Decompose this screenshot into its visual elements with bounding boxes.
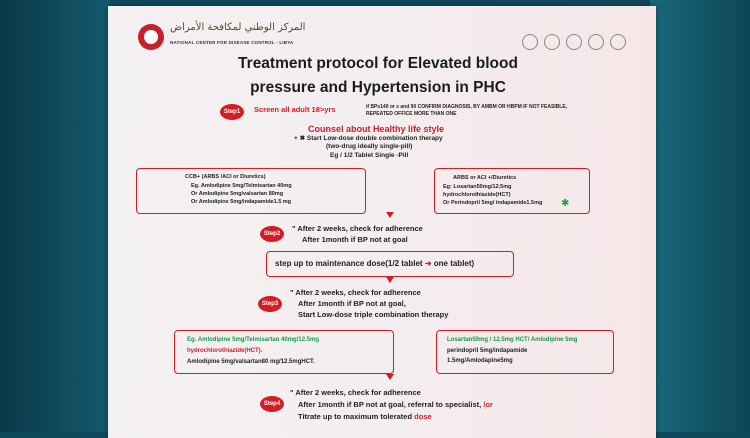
box3-right-line-3: 1.5mg/Amlodapine5mg [447, 358, 513, 364]
box-left-line-4: Or Amlodipine 5mg/indapamide1.5 mg [191, 199, 292, 205]
step2-badge: Step2 [260, 226, 284, 242]
star-icon: ✱ [561, 198, 570, 209]
title-line-1: Treatment protocol for Elevated blood [238, 55, 518, 72]
maintenance-dose-text: step up to maintenance dose(1/2 tablet ➜ one tablet) [275, 259, 475, 268]
counsel-text: Counsel about Healthy life style [308, 124, 445, 134]
step1-screen-text: Screen all adult 18>yrs [254, 105, 336, 114]
arrow-down-icon [386, 277, 394, 283]
start-therapy-line-3: Eg / 1/2 Tablet Single -Pill [330, 152, 409, 159]
box-ccb-combination [136, 168, 366, 214]
step3-line-1: " After 2 weeks, check for adherence [290, 288, 421, 297]
crescent-logo-icon [138, 24, 164, 50]
box-triple-right [436, 330, 614, 374]
box-left-line-2: Eg. Amlodipine 5mg/Telmisartan 40mg [191, 183, 292, 189]
arrow-down-icon [386, 374, 394, 380]
box-right-line-3: hydrochlorothiazide(HCT) [443, 192, 511, 198]
step1-badge: Step1 [220, 104, 244, 120]
protocol-poster [108, 6, 656, 438]
start-therapy-line-2: (two-drug ideally single-pill) [326, 143, 413, 150]
step3-line-3: Start Low-dose triple combination therapy [298, 310, 449, 319]
org-name-english: NATIONAL CENTER FOR DISEASE CONTROL - LIBYA [170, 40, 294, 45]
box3-left-line-3: Amlodipine 5mg/valsartan80 mg/12.5mgHCT. [187, 359, 315, 365]
box-right-line-2: Eg: Losartan50mg/12.5mg [443, 184, 512, 190]
title-line-2: pressure and Hypertension in PHC [250, 79, 506, 96]
partner-logos [522, 34, 626, 50]
poster-title [228, 52, 528, 100]
box-left-line-3: Or Amlodipine 5mg/valsartan 80mg [191, 191, 284, 197]
box-right-line-1: ARBS or ACI +/Diuretics [453, 175, 517, 181]
box-triple-left [174, 330, 394, 374]
partner-logo-icon [544, 34, 560, 50]
step2-line-2: After 1month if BP not at goal [302, 235, 408, 244]
step1-criteria-1: if BP≥140 or ≥ and 90 CONFIRM DIAGNOSIS, BY AMBM OR HBPM IF NOT FEASIBLE, [366, 104, 568, 110]
step4-line-2: After 1month if BP not at goal, referral to specialist, /or [298, 400, 493, 409]
box-left-line-1: CCB+ (ARBS /ACI or Diuretics) [185, 174, 266, 180]
partner-logo-icon [588, 34, 604, 50]
step3-badge: Step3 [258, 296, 282, 312]
background-left [0, 0, 110, 432]
background-right [650, 0, 750, 432]
box3-left-line-1: Eg. Amlodipine 5mg/Telmisartan 40mg/12.5mg [187, 337, 320, 343]
arrow-down-icon [386, 212, 394, 218]
partner-logo-icon [522, 34, 538, 50]
step3-line-2: After 1month if BP not at goal, [298, 299, 406, 308]
box3-right-line-1: Losartan50mg / 12.5mg HCT/ Amlodipine 5mg [447, 337, 578, 343]
start-therapy-line-1: + ✖ Start Low-dose double combination therapy [294, 135, 443, 142]
org-name-arabic: المركز الوطني لمكافحة الأمراض [170, 22, 306, 33]
partner-logo-icon [566, 34, 582, 50]
box3-right-line-2: perindopril 5mg/indapamide [447, 348, 528, 354]
step1-criteria-2: REPEATED OFFICE MORE THAN ONE [366, 111, 457, 117]
box-right-line-4: Or Perindopril 5mg/ indapamide1.5mg [443, 200, 543, 206]
partner-logo-icon [610, 34, 626, 50]
step4-badge: Step4 [260, 396, 284, 412]
box-maintenance-dose [266, 251, 514, 277]
box3-left-line-2: hydrochlorothiazide(HCT). [187, 348, 263, 354]
step2-line-1: " After 2 weeks, check for adherence [292, 224, 423, 233]
step4-line-3: Titrate up to maximum tolerated dose [298, 412, 432, 421]
step4-line-1: " After 2 weeks, check for adherence [290, 388, 421, 397]
